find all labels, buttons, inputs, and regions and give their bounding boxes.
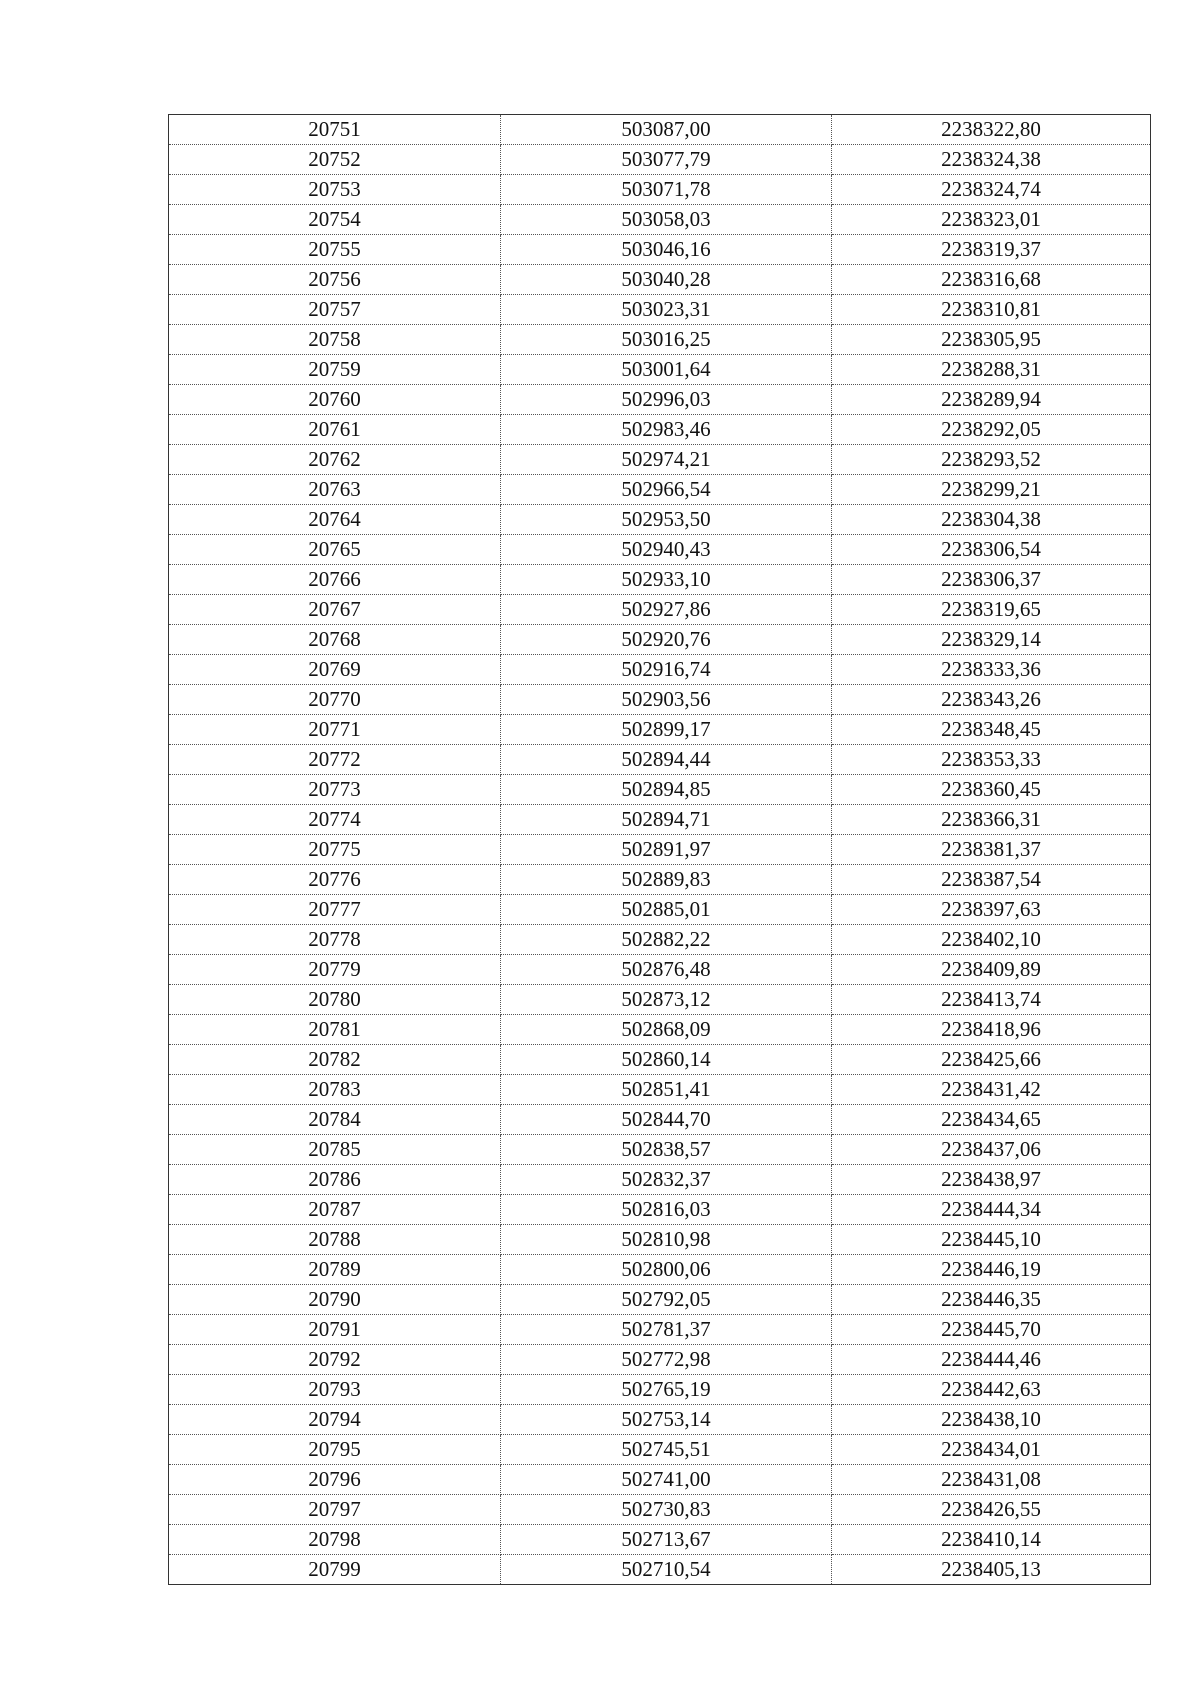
- x-coordinate-cell: 502889,83: [501, 865, 832, 895]
- point-number-cell: 20756: [169, 265, 501, 295]
- y-coordinate-cell: 2238397,63: [832, 895, 1151, 925]
- point-number-cell: 20778: [169, 925, 501, 955]
- y-coordinate-cell: 2238304,38: [832, 505, 1151, 535]
- table-row: [169, 685, 1151, 715]
- x-coordinate-cell: 502891,97: [501, 835, 832, 865]
- x-coordinate-cell: 502816,03: [501, 1195, 832, 1225]
- y-coordinate-cell: 2238446,19: [832, 1255, 1151, 1285]
- y-coordinate-cell: 2238323,01: [832, 205, 1151, 235]
- y-coordinate-cell: 2238434,01: [832, 1435, 1151, 1465]
- table-row: [169, 1105, 1151, 1135]
- x-coordinate-cell: 503001,64: [501, 355, 832, 385]
- table-row: [169, 595, 1151, 625]
- point-number-cell: 20774: [169, 805, 501, 835]
- y-coordinate-cell: 2238324,74: [832, 175, 1151, 205]
- x-coordinate-cell: 503077,79: [501, 145, 832, 175]
- point-number-cell: 20792: [169, 1345, 501, 1375]
- y-coordinate-cell: 2238292,05: [832, 415, 1151, 445]
- x-coordinate-cell: 502832,37: [501, 1165, 832, 1195]
- point-number-cell: 20785: [169, 1135, 501, 1165]
- point-number-cell: 20760: [169, 385, 501, 415]
- point-number-cell: 20779: [169, 955, 501, 985]
- y-coordinate-cell: 2238413,74: [832, 985, 1151, 1015]
- point-number-cell: 20793: [169, 1375, 501, 1405]
- table-row: [169, 1315, 1151, 1345]
- y-coordinate-cell: 2238348,45: [832, 715, 1151, 745]
- point-number-cell: 20784: [169, 1105, 501, 1135]
- coordinates-table-body: [169, 115, 1151, 1585]
- y-coordinate-cell: 2238402,10: [832, 925, 1151, 955]
- x-coordinate-cell: 502710,54: [501, 1555, 832, 1585]
- table-row: [169, 355, 1151, 385]
- table-row: [169, 145, 1151, 175]
- x-coordinate-cell: 502792,05: [501, 1285, 832, 1315]
- x-coordinate-cell: 502920,76: [501, 625, 832, 655]
- y-coordinate-cell: 2238319,65: [832, 595, 1151, 625]
- point-number-cell: 20786: [169, 1165, 501, 1195]
- y-coordinate-cell: 2238444,46: [832, 1345, 1151, 1375]
- point-number-cell: 20758: [169, 325, 501, 355]
- y-coordinate-cell: 2238288,31: [832, 355, 1151, 385]
- x-coordinate-cell: 502745,51: [501, 1435, 832, 1465]
- x-coordinate-cell: 502916,74: [501, 655, 832, 685]
- table-row: [169, 535, 1151, 565]
- table-row: [169, 1525, 1151, 1555]
- point-number-cell: 20751: [169, 115, 501, 145]
- coordinates-table: [168, 114, 1151, 1585]
- table-row: [169, 895, 1151, 925]
- x-coordinate-cell: 503023,31: [501, 295, 832, 325]
- x-coordinate-cell: 502772,98: [501, 1345, 832, 1375]
- point-number-cell: 20797: [169, 1495, 501, 1525]
- point-number-cell: 20783: [169, 1075, 501, 1105]
- y-coordinate-cell: 2238333,36: [832, 655, 1151, 685]
- table-row: [169, 1375, 1151, 1405]
- point-number-cell: 20782: [169, 1045, 501, 1075]
- x-coordinate-cell: 502844,70: [501, 1105, 832, 1135]
- x-coordinate-cell: 502800,06: [501, 1255, 832, 1285]
- x-coordinate-cell: 502953,50: [501, 505, 832, 535]
- y-coordinate-cell: 2238426,55: [832, 1495, 1151, 1525]
- x-coordinate-cell: 503071,78: [501, 175, 832, 205]
- x-coordinate-cell: 503058,03: [501, 205, 832, 235]
- x-coordinate-cell: 502713,67: [501, 1525, 832, 1555]
- x-coordinate-cell: 502903,56: [501, 685, 832, 715]
- y-coordinate-cell: 2238360,45: [832, 775, 1151, 805]
- table-row: [169, 1075, 1151, 1105]
- table-row: [169, 205, 1151, 235]
- point-number-cell: 20799: [169, 1555, 501, 1585]
- x-coordinate-cell: 502940,43: [501, 535, 832, 565]
- y-coordinate-cell: 2238425,66: [832, 1045, 1151, 1075]
- point-number-cell: 20767: [169, 595, 501, 625]
- x-coordinate-cell: 502753,14: [501, 1405, 832, 1435]
- y-coordinate-cell: 2238329,14: [832, 625, 1151, 655]
- point-number-cell: 20789: [169, 1255, 501, 1285]
- x-coordinate-cell: 502873,12: [501, 985, 832, 1015]
- table-row: [169, 565, 1151, 595]
- table-row: [169, 295, 1151, 325]
- table-row: [169, 745, 1151, 775]
- table-row: [169, 985, 1151, 1015]
- point-number-cell: 20763: [169, 475, 501, 505]
- point-number-cell: 20762: [169, 445, 501, 475]
- y-coordinate-cell: 2238431,42: [832, 1075, 1151, 1105]
- point-number-cell: 20772: [169, 745, 501, 775]
- table-row: [169, 1225, 1151, 1255]
- y-coordinate-cell: 2238418,96: [832, 1015, 1151, 1045]
- point-number-cell: 20752: [169, 145, 501, 175]
- x-coordinate-cell: 502765,19: [501, 1375, 832, 1405]
- point-number-cell: 20781: [169, 1015, 501, 1045]
- y-coordinate-cell: 2238299,21: [832, 475, 1151, 505]
- y-coordinate-cell: 2238446,35: [832, 1285, 1151, 1315]
- point-number-cell: 20775: [169, 835, 501, 865]
- point-number-cell: 20769: [169, 655, 501, 685]
- point-number-cell: 20794: [169, 1405, 501, 1435]
- table-row: [169, 1165, 1151, 1195]
- table-row: [169, 325, 1151, 355]
- x-coordinate-cell: 502810,98: [501, 1225, 832, 1255]
- y-coordinate-cell: 2238293,52: [832, 445, 1151, 475]
- table-row: [169, 475, 1151, 505]
- x-coordinate-cell: 502851,41: [501, 1075, 832, 1105]
- point-number-cell: 20755: [169, 235, 501, 265]
- table-row: [169, 1465, 1151, 1495]
- table-row: [169, 1045, 1151, 1075]
- x-coordinate-cell: 502882,22: [501, 925, 832, 955]
- table-row: [169, 865, 1151, 895]
- x-coordinate-cell: 502933,10: [501, 565, 832, 595]
- point-number-cell: 20798: [169, 1525, 501, 1555]
- y-coordinate-cell: 2238306,54: [832, 535, 1151, 565]
- x-coordinate-cell: 502966,54: [501, 475, 832, 505]
- table-row: [169, 505, 1151, 535]
- y-coordinate-cell: 2238445,10: [832, 1225, 1151, 1255]
- x-coordinate-cell: 503046,16: [501, 235, 832, 265]
- x-coordinate-cell: 502899,17: [501, 715, 832, 745]
- y-coordinate-cell: 2238442,63: [832, 1375, 1151, 1405]
- y-coordinate-cell: 2238353,33: [832, 745, 1151, 775]
- y-coordinate-cell: 2238324,38: [832, 145, 1151, 175]
- y-coordinate-cell: 2238316,68: [832, 265, 1151, 295]
- x-coordinate-cell: 502868,09: [501, 1015, 832, 1045]
- point-number-cell: 20791: [169, 1315, 501, 1345]
- y-coordinate-cell: 2238319,37: [832, 235, 1151, 265]
- point-number-cell: 20765: [169, 535, 501, 565]
- table-row: [169, 1135, 1151, 1165]
- point-number-cell: 20766: [169, 565, 501, 595]
- y-coordinate-cell: 2238306,37: [832, 565, 1151, 595]
- point-number-cell: 20795: [169, 1435, 501, 1465]
- x-coordinate-cell: 502741,00: [501, 1465, 832, 1495]
- x-coordinate-cell: 502996,03: [501, 385, 832, 415]
- y-coordinate-cell: 2238343,26: [832, 685, 1151, 715]
- table-row: [169, 415, 1151, 445]
- table-row: [169, 385, 1151, 415]
- x-coordinate-cell: 502885,01: [501, 895, 832, 925]
- table-row: [169, 1285, 1151, 1315]
- y-coordinate-cell: 2238437,06: [832, 1135, 1151, 1165]
- y-coordinate-cell: 2238431,08: [832, 1465, 1151, 1495]
- table-row: [169, 1255, 1151, 1285]
- table-row: [169, 715, 1151, 745]
- table-row: [169, 655, 1151, 685]
- point-number-cell: 20754: [169, 205, 501, 235]
- point-number-cell: 20761: [169, 415, 501, 445]
- x-coordinate-cell: 502730,83: [501, 1495, 832, 1525]
- x-coordinate-cell: 502838,57: [501, 1135, 832, 1165]
- point-number-cell: 20753: [169, 175, 501, 205]
- point-number-cell: 20759: [169, 355, 501, 385]
- table-row: [169, 775, 1151, 805]
- y-coordinate-cell: 2238381,37: [832, 835, 1151, 865]
- table-row: [169, 115, 1151, 145]
- point-number-cell: 20768: [169, 625, 501, 655]
- point-number-cell: 20764: [169, 505, 501, 535]
- point-number-cell: 20780: [169, 985, 501, 1015]
- y-coordinate-cell: 2238438,97: [832, 1165, 1151, 1195]
- x-coordinate-cell: 502894,85: [501, 775, 832, 805]
- point-number-cell: 20777: [169, 895, 501, 925]
- y-coordinate-cell: 2238366,31: [832, 805, 1151, 835]
- x-coordinate-cell: 503040,28: [501, 265, 832, 295]
- table-row: [169, 955, 1151, 985]
- x-coordinate-cell: 502927,86: [501, 595, 832, 625]
- table-row: [169, 1405, 1151, 1435]
- y-coordinate-cell: 2238445,70: [832, 1315, 1151, 1345]
- point-number-cell: 20773: [169, 775, 501, 805]
- y-coordinate-cell: 2238289,94: [832, 385, 1151, 415]
- y-coordinate-cell: 2238405,13: [832, 1555, 1151, 1585]
- x-coordinate-cell: 502894,44: [501, 745, 832, 775]
- y-coordinate-cell: 2238444,34: [832, 1195, 1151, 1225]
- table-row: [169, 1195, 1151, 1225]
- point-number-cell: 20787: [169, 1195, 501, 1225]
- x-coordinate-cell: 502781,37: [501, 1315, 832, 1345]
- y-coordinate-cell: 2238434,65: [832, 1105, 1151, 1135]
- x-coordinate-cell: 502983,46: [501, 415, 832, 445]
- y-coordinate-cell: 2238409,89: [832, 955, 1151, 985]
- table-row: [169, 445, 1151, 475]
- y-coordinate-cell: 2238322,80: [832, 115, 1151, 145]
- point-number-cell: 20757: [169, 295, 501, 325]
- y-coordinate-cell: 2238305,95: [832, 325, 1151, 355]
- table-row: [169, 175, 1151, 205]
- table-row: [169, 265, 1151, 295]
- table-row: [169, 805, 1151, 835]
- point-number-cell: 20790: [169, 1285, 501, 1315]
- table-row: [169, 1495, 1151, 1525]
- table-row: [169, 625, 1151, 655]
- table-row: [169, 925, 1151, 955]
- table-row: [169, 1345, 1151, 1375]
- point-number-cell: 20776: [169, 865, 501, 895]
- point-number-cell: 20788: [169, 1225, 501, 1255]
- x-coordinate-cell: 503087,00: [501, 115, 832, 145]
- table-row: [169, 1015, 1151, 1045]
- table-row: [169, 235, 1151, 265]
- x-coordinate-cell: 502860,14: [501, 1045, 832, 1075]
- point-number-cell: 20771: [169, 715, 501, 745]
- y-coordinate-cell: 2238410,14: [832, 1525, 1151, 1555]
- y-coordinate-cell: 2238387,54: [832, 865, 1151, 895]
- x-coordinate-cell: 503016,25: [501, 325, 832, 355]
- point-number-cell: 20796: [169, 1465, 501, 1495]
- y-coordinate-cell: 2238438,10: [832, 1405, 1151, 1435]
- table-row: [169, 835, 1151, 865]
- table-row: [169, 1555, 1151, 1585]
- x-coordinate-cell: 502974,21: [501, 445, 832, 475]
- table-row: [169, 1435, 1151, 1465]
- point-number-cell: 20770: [169, 685, 501, 715]
- x-coordinate-cell: 502876,48: [501, 955, 832, 985]
- x-coordinate-cell: 502894,71: [501, 805, 832, 835]
- y-coordinate-cell: 2238310,81: [832, 295, 1151, 325]
